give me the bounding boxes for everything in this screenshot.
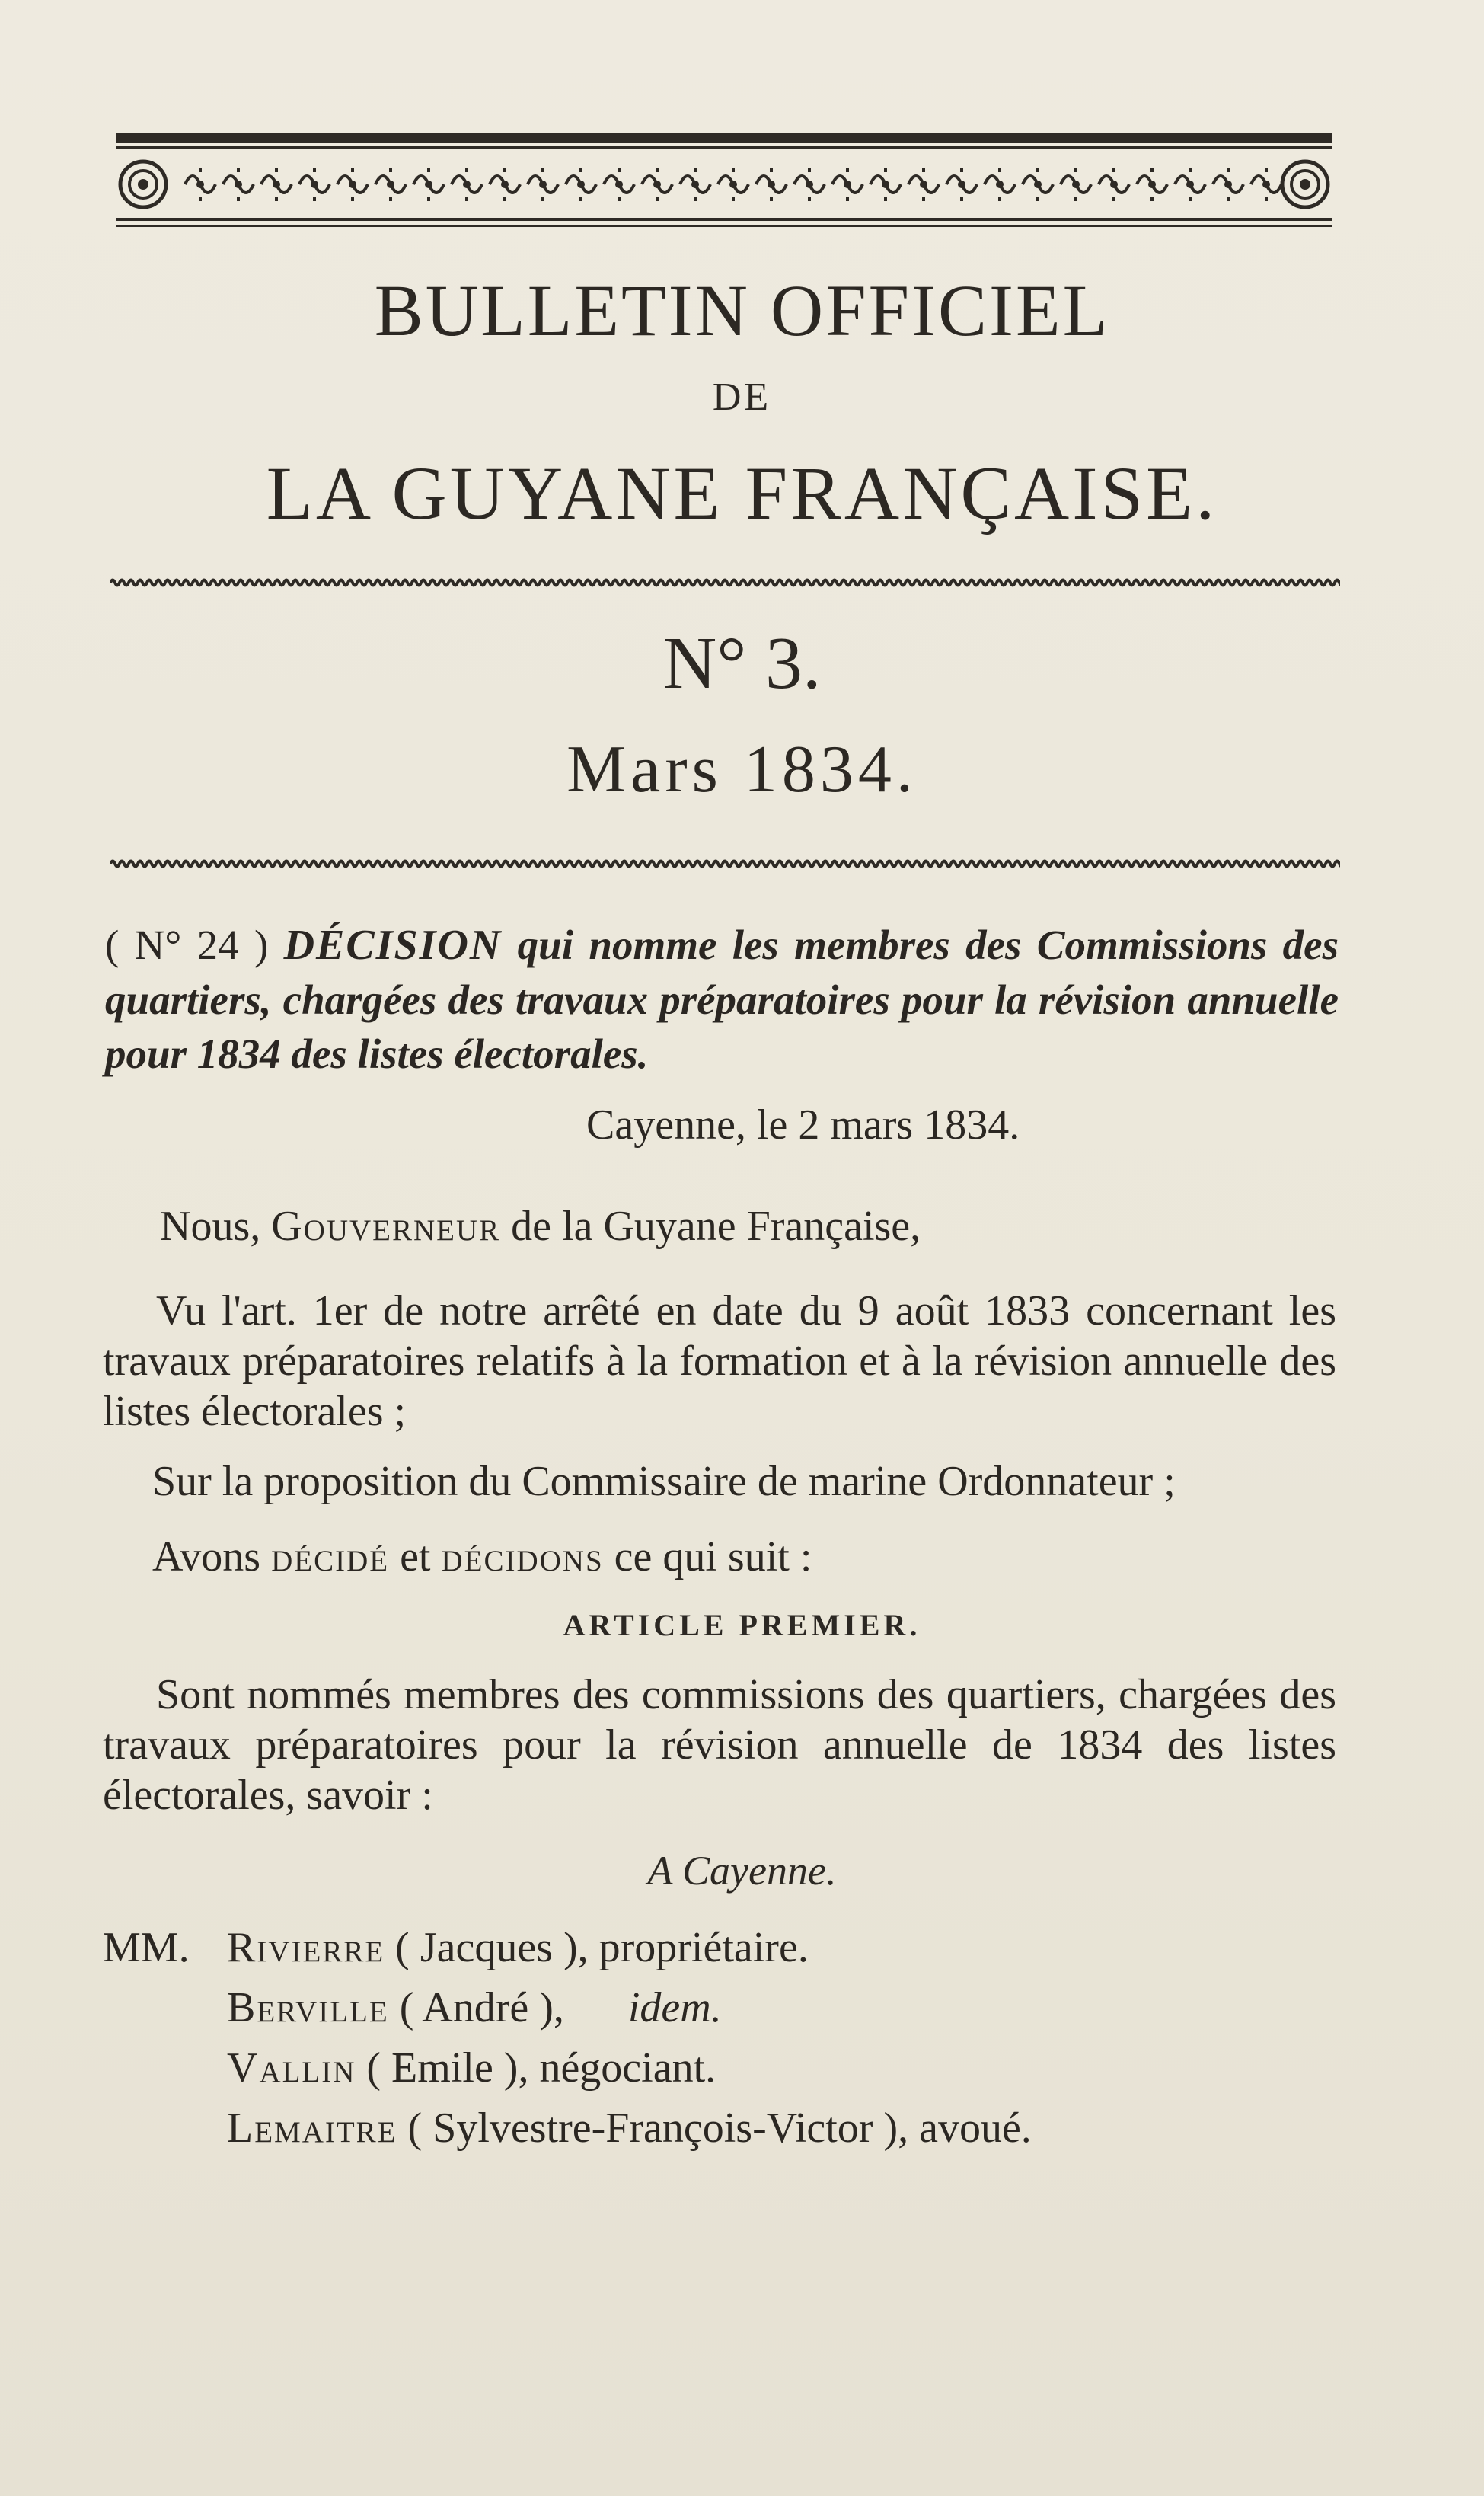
member-name: Vallin — [227, 2044, 356, 2092]
header-rule-bottom — [116, 218, 1332, 221]
place-date: Cayenne, le 2 mars 1834. — [586, 1101, 1020, 1149]
header-rule-bottom-thin — [116, 225, 1332, 227]
paragraph-nommes-text: Sont nommés membres des commissions des quartiers, chargées des travaux préparatoires pour la révision annuelle de 1834 des listes électorales, savoir : — [103, 1671, 1336, 1819]
member-given-name: ( Sylvestre-François-Victor ), — [407, 2105, 909, 2152]
member-name: Lemaitre — [227, 2105, 397, 2152]
member-role: idem. — [627, 1984, 722, 2031]
member-given-name: ( André ), — [399, 1984, 564, 2031]
article-heading-wrap — [0, 1607, 1484, 1643]
paragraph-proposition: Sur la proposition du Commissaire de marine Ordonnateur ; — [152, 1458, 1176, 1505]
territory-title: LA GUYANE FRANÇAISE. — [266, 451, 1218, 535]
decision-description: qui nomme les membres des Commissions des quartiers, chargées des travaux préparatoires pour la révision annuelle pour 1834 des listes électorales. — [105, 922, 1339, 1077]
decide-word: décidé — [271, 1533, 390, 1580]
suit-words: ce qui suit : — [614, 1533, 812, 1580]
paragraph-nommes — [103, 1670, 1336, 1820]
member-name: Rivierre — [227, 1924, 385, 1971]
header-rule-top-thin — [116, 146, 1332, 149]
decidons-word: décidons — [441, 1533, 604, 1580]
paragraph-vu-text: Vu l'art. 1er de notre arrêté en date du 9 août 1833 concernant les travaux préparatoires relatifs à la formation et à la révision annuelle des listes électorales ; — [103, 1287, 1336, 1435]
member-row — [227, 2104, 1032, 2152]
member-given-name: ( Jacques ), — [395, 1924, 589, 1971]
avons-line — [152, 1532, 812, 1581]
bulletin-title: BULLETIN OFFICIEL — [374, 270, 1110, 351]
member-row — [227, 1923, 809, 1972]
decision-heading — [105, 918, 1339, 1081]
ornamental-border — [113, 154, 1336, 215]
paragraph-vu — [103, 1286, 1336, 1437]
governor-suffix: de la Guyane Française, — [511, 1203, 921, 1250]
place-heading: A Cayenne. — [647, 1848, 837, 1894]
decision-number: ( N° 24 ) — [105, 922, 269, 968]
governor-prefix: Nous, — [160, 1203, 261, 1250]
member-row — [227, 1983, 722, 2032]
decision-keyword: DÉCISION — [283, 922, 503, 969]
governor-line — [160, 1202, 921, 1251]
issue-number: N° 3. — [662, 622, 822, 705]
title-de: DE — [712, 376, 772, 419]
governor-title: Gouverneur — [271, 1203, 501, 1250]
member-row — [227, 2044, 716, 2092]
header-rule-top — [116, 133, 1332, 143]
member-given-name: ( Emile ), — [366, 2044, 529, 2092]
members-prefix: MM. — [103, 1924, 190, 1971]
member-role: avoué. — [919, 2105, 1032, 2152]
avons-word: Avons — [152, 1533, 261, 1580]
et-word: et — [400, 1533, 431, 1580]
wavy-rule-bottom — [110, 855, 1340, 873]
member-role: propriétaire. — [598, 1924, 809, 1971]
member-name: Berville — [227, 1984, 389, 2031]
article-heading: ARTICLE PREMIER. — [563, 1608, 921, 1642]
member-role: négociant. — [539, 2044, 716, 2092]
wavy-rule-top — [110, 574, 1340, 592]
issue-date: Mars 1834. — [566, 733, 918, 807]
